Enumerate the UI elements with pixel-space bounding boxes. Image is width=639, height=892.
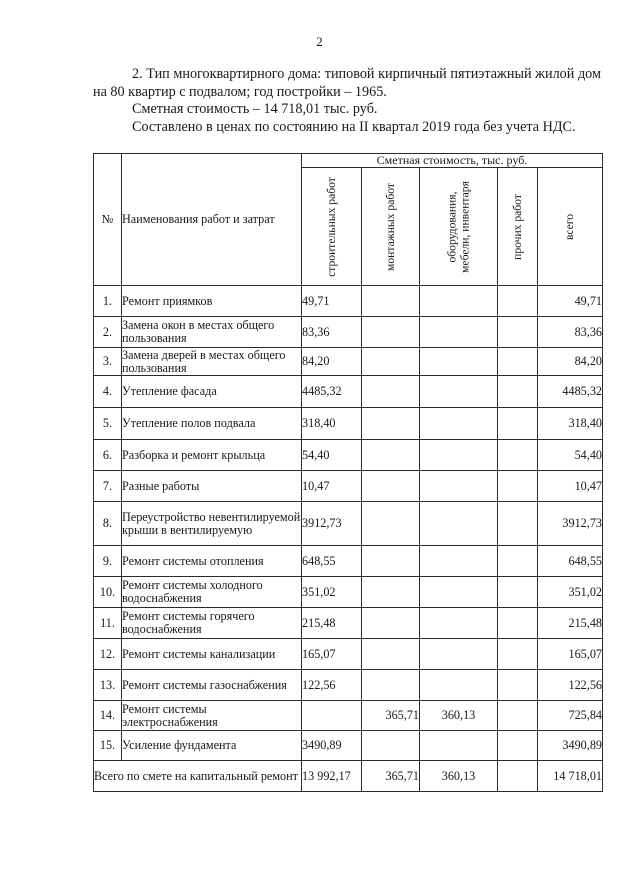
table-row: 8. Переустройство невентилируемой крыши в вентилируемую 3912,73 3912,73 [94,502,603,546]
table-row: 3. Замена дверей в местах общего пользования 84,20 84,20 [94,348,603,376]
table-row: 7. Разные работы 10,47 10,47 [94,471,603,502]
building-type-paragraph: 2. Тип многоквартирного дома: типовой кирпичный пятиэтажный жилой дом на 80 квартир с подвалом; год постройки – 1965. [93,66,601,100]
table-row: 9. Ремонт системы отопления 648,55 648,55 [94,546,603,577]
price-basis-paragraph: Составлено в ценах по состоянию на II квартал 2019 года без учета НДС. [132,118,576,135]
estimated-cost-paragraph: Сметная стоимость – 14 718,01 тыс. руб. [132,101,378,117]
header-construction: строительных работ [302,168,362,286]
header-number: № [94,154,122,286]
table-total-row [94,761,603,792]
table-row: 10. Ремонт системы холодного водоснабжения 351,02 351,02 [94,577,603,608]
header-other: прочих работ [498,168,538,286]
table-row: 13. Ремонт системы газоснабжения 122,56 122,56 [94,670,603,701]
header-cost-group: Сметная стоимость, тыс. руб. [302,154,603,168]
page-number: 2 [316,34,323,49]
table-row: 2. Замена окон в местах общего пользования 83,36 83,36 [94,317,603,348]
header-work-name: Наименования работ и затрат [122,154,302,286]
total-other [498,761,538,792]
total-equipment: 360,13 [420,761,498,792]
table-row: 6. Разборка и ремонт крыльца 54,40 54,40 [94,440,603,471]
table-row: 11. Ремонт системы горячего водоснабжения 215,48 215,48 [94,608,603,639]
intro-text [93,66,601,136]
table-header-row [94,154,603,168]
table-row: 14. Ремонт системы электроснабжения 365,71 360,13 725,84 [94,701,603,731]
table-row: 4. Утепление фасада 4485,32 4485,32 [94,376,603,408]
table-row: 15. Усиление фундамента 3490,89 3490,89 [94,731,603,761]
header-installation: монтажных работ [362,168,420,286]
table-row: 1. Ремонт приямков 49,71 49,71 [94,286,603,317]
table-row: 5. Утепление полов подвала 318,40 318,40 [94,408,603,440]
header-equipment: оборудования, мебели, инвентаря [420,168,498,286]
total-all: 14 718,01 [538,761,603,792]
cost-estimate-table [93,153,603,792]
total-construction: 13 992,17 [302,761,362,792]
total-label: Всего по смете на капитальный ремонт [94,761,302,792]
table-row: 12. Ремонт системы канализации 165,07 165,07 [94,639,603,670]
header-total: всего [538,168,603,286]
total-installation: 365,71 [362,761,420,792]
